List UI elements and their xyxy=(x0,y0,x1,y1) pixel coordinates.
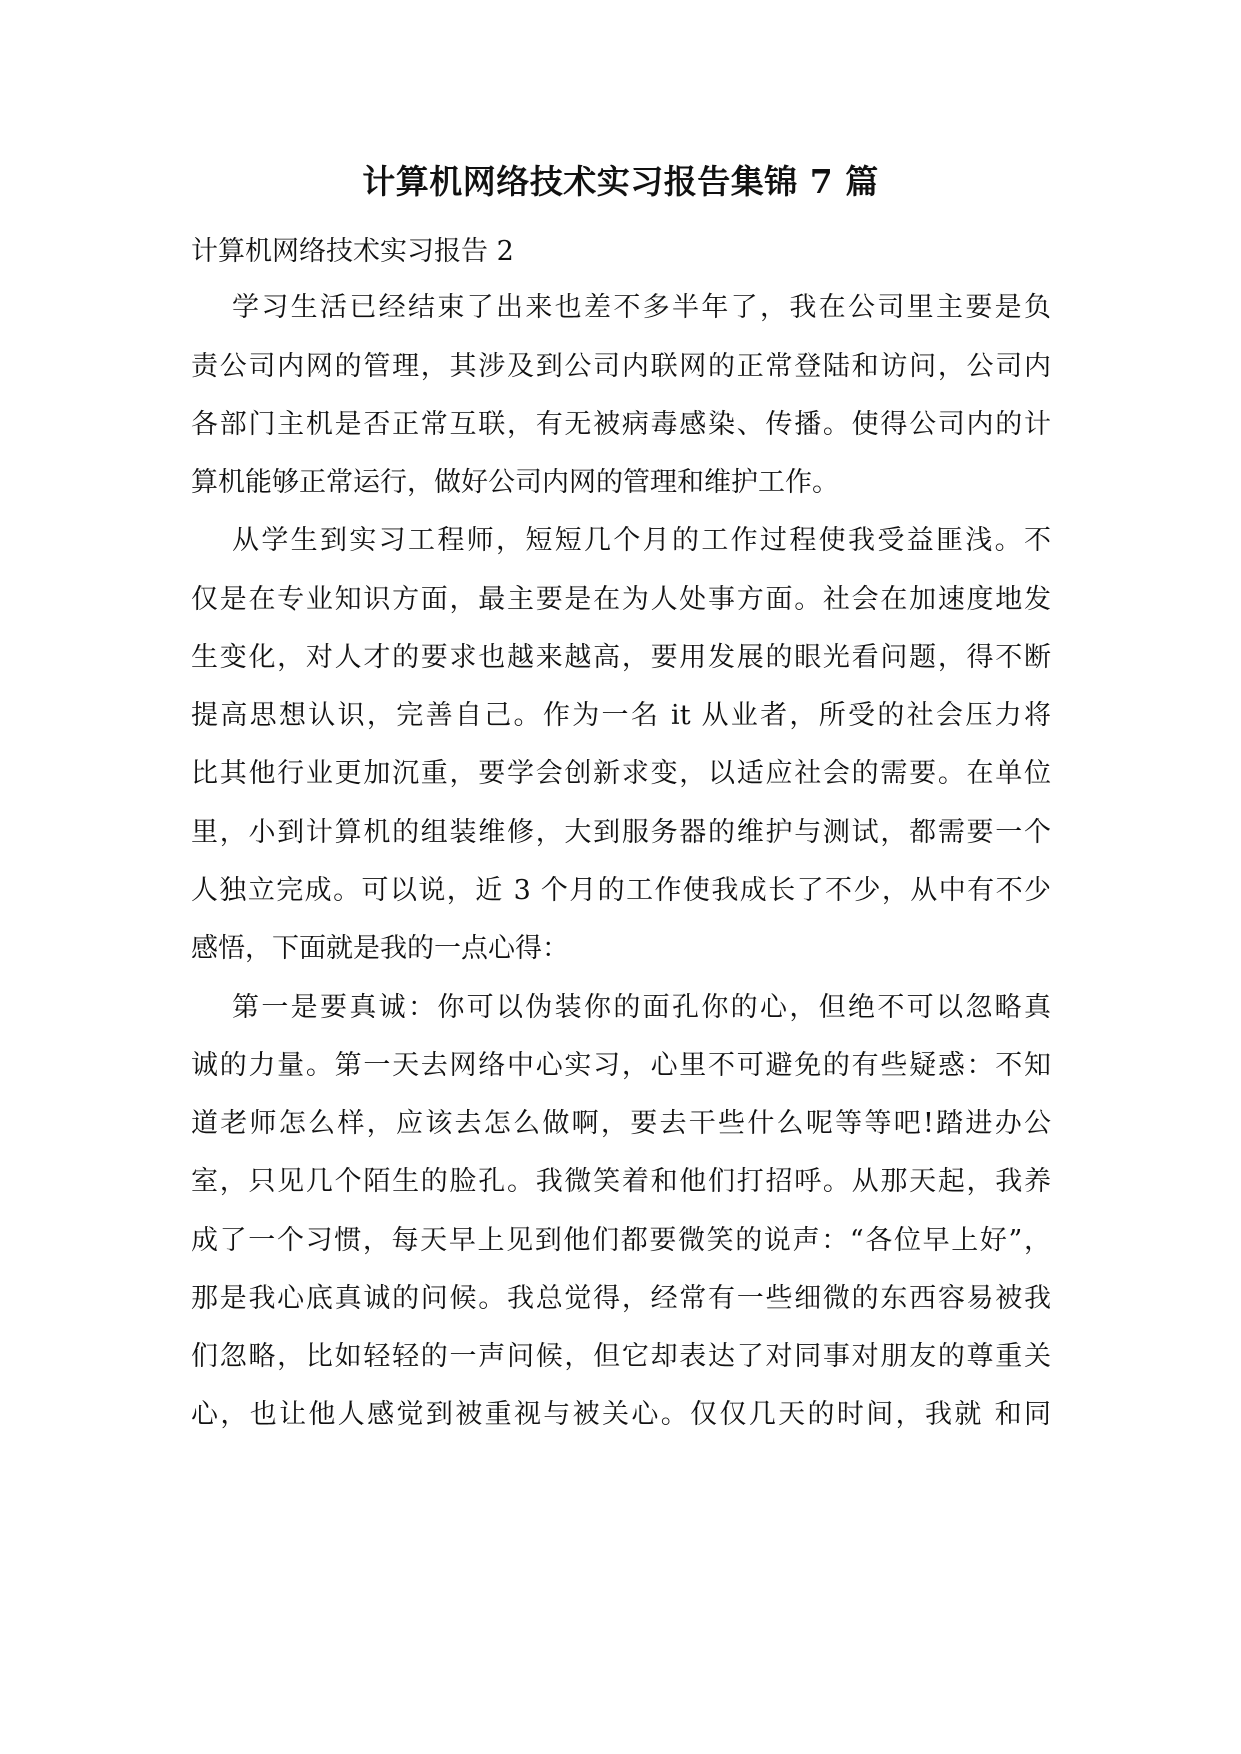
text-line: 道老师怎么样，应该去怎么做啊，要去干些什么呢等等吧!踏进办公 xyxy=(191,1108,1051,1139)
text-line: 提高思想认识，完善自己。作为一名 it 从业者，所受的社会压力将 xyxy=(191,700,1051,731)
text-line: 感悟，下面就是我的一点心得： xyxy=(191,933,569,964)
text-line: 人独立完成。可以说，近 3 个月的工作使我成长了不少，从中有不少 xyxy=(191,875,1051,906)
document-title: 计算机网络技术实习报告集锦 7 篇 xyxy=(362,162,879,201)
text-line: 学习生活已经结束了出来也差不多半年了，我在公司里主要是负 xyxy=(232,292,1051,323)
text-line: 各部门主机是否正常互联，有无被病毒感染、传播。使得公司内的计 xyxy=(191,409,1051,440)
text-line: 心，也让他人感觉到被重视与被关心。仅仅几天的时间，我就 和同 xyxy=(191,1399,1051,1430)
text-line: 责公司内网的管理，其涉及到公司内联网的正常登陆和访问，公司内 xyxy=(191,351,1051,382)
text-line: 那是我心底真诚的问候。我总觉得，经常有一些细微的东西容易被我 xyxy=(191,1283,1051,1314)
document-subtitle: 计算机网络技术实习报告 2 xyxy=(191,236,514,267)
text-line: 诚的力量。第一天去网络中心实习，心里不可避免的有些疑惑：不知 xyxy=(191,1050,1051,1081)
text-line: 成了一个习惯，每天早上见到他们都要微笑的说声：“各位早上好”， xyxy=(191,1225,1051,1256)
text-line: 室，只见几个陌生的脸孔。我微笑着和他们打招呼。从那天起，我养 xyxy=(191,1166,1051,1197)
text-line: 仅是在专业知识方面，最主要是在为人处事方面。社会在加速度地发 xyxy=(191,584,1051,615)
text-line: 生变化，对人才的要求也越来越高，要用发展的眼光看问题，得不断 xyxy=(191,642,1051,673)
text-line: 们忽略，比如轻轻的一声问候，但它却表达了对同事对朋友的尊重关 xyxy=(191,1341,1051,1372)
text-line: 算机能够正常运行，做好公司内网的管理和维护工作。 xyxy=(191,467,839,498)
text-line: 第一是要真诚：你可以伪装你的面孔你的心，但绝不可以忽略真 xyxy=(232,992,1051,1023)
text-line: 从学生到实习工程师，短短几个月的工作过程使我受益匪浅。不 xyxy=(232,525,1051,556)
text-line: 比其他行业更加沉重，要学会创新求变，以适应社会的需要。在单位 xyxy=(191,758,1051,789)
text-line: 里，小到计算机的组装维修，大到服务器的维护与测试，都需要一个 xyxy=(191,817,1051,848)
